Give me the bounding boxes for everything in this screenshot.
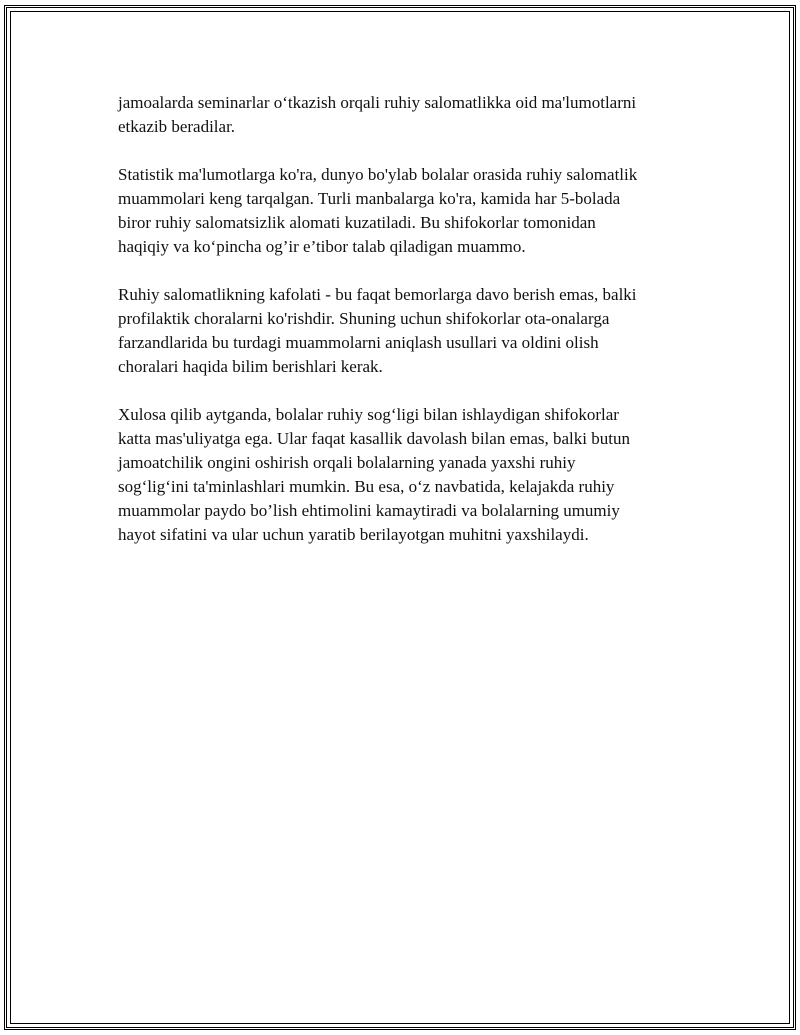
- text-line: katta mas'uliyatga ega. Ular faqat kasallik davolash bilan emas, balki butun: [118, 429, 630, 448]
- text-line: biror ruhiy salomatsizlik alomati kuzatiladi. Bu shifokorlar tomonidan: [118, 213, 596, 232]
- text-line: muammolar paydo bo’lish ehtimolini kamaytiradi va bolalarning umumiy: [118, 501, 620, 520]
- text-line: muammolari keng tarqalgan. Turli manbalarga ko'ra, kamida har 5-bolada: [118, 189, 621, 208]
- text-line: Xulosa qilib aytganda, bolalar ruhiy sog‘ligi bilan ishlaydigan shifokorlar: [118, 405, 619, 424]
- text-line: jamoatchilik ongini oshirish orqali bolalarning yanada yaxshi ruhiy: [118, 453, 576, 472]
- paragraph-2: [118, 163, 690, 259]
- text-line: etkazib beradilar.: [118, 117, 236, 136]
- paragraph-3: [118, 283, 690, 379]
- text-line: hayot sifatini va ular uchun yaratib berilayotgan muhitni yaxshilaydi.: [118, 525, 589, 544]
- text-line: haqiqiy va ko‘pincha og’ir e’tibor talab qiladigan muammo.: [118, 237, 526, 256]
- text-line: Statistik ma'lumotlarga ko'ra, dunyo bo'ylab bolalar orasida ruhiy salomatlik: [118, 165, 638, 184]
- text-line: profilaktik choralarni ko'rishdir. Shuning uchun shifokorlar ota-onalarga: [118, 309, 610, 328]
- text-line: sog‘lig‘ini ta'minlashlari mumkin. Bu esa, o‘z navbatida, kelajakda ruhiy: [118, 477, 615, 496]
- text-line: jamoalarda seminarlar o‘tkazish orqali ruhiy salomatlikka oid ma'lumotlarni: [118, 93, 637, 112]
- document-body: [118, 91, 690, 571]
- paragraph-1: [118, 91, 690, 139]
- text-line: Ruhiy salomatlikning kafolati - bu faqat bemorlarga davo berish emas, balki: [118, 285, 637, 304]
- paragraph-4: [118, 403, 690, 547]
- text-line: choralari haqida bilim berishlari kerak.: [118, 357, 383, 376]
- text-line: farzandlarida bu turdagi muammolarni aniqlash usullari va oldini olish: [118, 333, 599, 352]
